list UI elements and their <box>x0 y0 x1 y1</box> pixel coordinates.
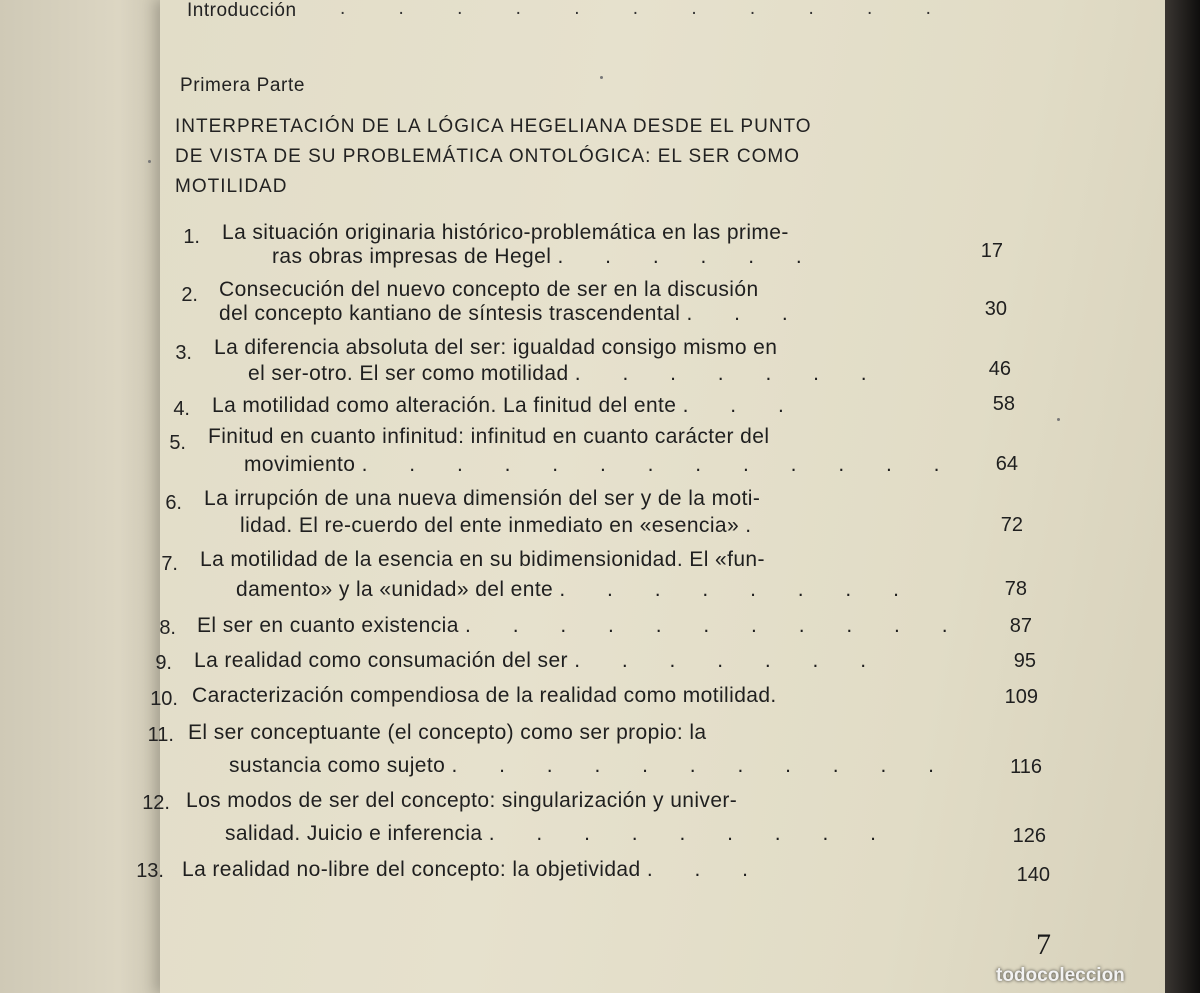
entry-title-line: Finitud en cuanto infinitud: infinitud en cuanto carácter del <box>208 425 770 448</box>
entry-title-line: La realidad como consumación del ser . . . . . . . <box>194 649 885 672</box>
watermark: todocoleccion <box>996 965 1125 986</box>
paper-speck <box>600 76 603 79</box>
part-heading <box>175 112 915 202</box>
entry-title-continuation: salidad. Juicio e inferencia . . . . . . . . . <box>225 822 894 845</box>
paper-speck <box>1057 418 1060 421</box>
dot-leader: . . . . . . . . . . . <box>451 754 952 777</box>
entry-title-continuation: sustancia como sujeto . . . . . . . . . . . <box>229 754 952 777</box>
entry-page: 58 <box>992 393 1015 415</box>
dot-leader: . . . . . . . . . <box>488 822 894 845</box>
entry-number: 13. <box>136 860 164 882</box>
entry-title-continuation: movimiento . . . . . . . . . . . . . <box>244 453 958 476</box>
entry-title-line: El ser en cuanto existencia . . . . . . . . . . . <box>197 614 966 637</box>
dot-leader: . . . <box>686 302 806 325</box>
heading-line: INTERPRETACIÓN DE LA LÓGICA HEGELIANA DESDE EL PUNTO <box>175 116 812 137</box>
entry-title-line: La diferencia absoluta del ser: igualdad consigo mismo en <box>214 336 778 359</box>
entry-number: 12. <box>142 792 170 814</box>
entry-title-line: La motilidad de la esencia en su bidimensionidad. El «fun- <box>200 548 765 571</box>
intro-title: Introducción <box>187 0 297 21</box>
entry-number: 7. <box>161 553 178 575</box>
dot-leader: . . . <box>646 858 766 881</box>
entry-page: 30 <box>984 298 1007 320</box>
entry-number: 1. <box>183 226 200 248</box>
entry-number: 9. <box>155 652 172 674</box>
entry-page: 109 <box>1004 686 1038 708</box>
entry-number: 11. <box>147 724 174 746</box>
dot-leader: . . . . . . . . . . . . . <box>361 453 958 476</box>
entry-title-continuation: lidad. El re-cuerdo del ente inmediato en «esencia» . <box>240 514 752 537</box>
entry-page: 64 <box>995 453 1018 475</box>
entry-title-continuation: ras obras impresas de Hegel . . . . . . <box>272 245 820 268</box>
part-label: Primera Parte <box>180 75 306 96</box>
entry-number: 6. <box>165 492 182 514</box>
heading-line: MOTILIDAD <box>175 176 288 197</box>
entry-title-line: Consecución del nuevo concepto de ser en la discusión <box>219 278 759 301</box>
entry-page: 78 <box>1004 578 1027 600</box>
entry-page: 140 <box>1016 864 1050 886</box>
entry-number: 3. <box>175 342 192 364</box>
dot-leader: . . . . . . . . . . . <box>465 614 966 637</box>
entry-number: 2. <box>181 284 198 306</box>
intro-leader: . . . . . . . . . . . <box>340 0 955 19</box>
entry-title-line: El ser conceptuante (el concepto) como ser propio: la <box>188 721 707 744</box>
entry-page: 46 <box>988 358 1011 380</box>
dot-leader: . . . . . . . . <box>559 578 917 601</box>
background-edge <box>1165 0 1200 993</box>
dot-leader: . . . . . . . <box>574 362 885 385</box>
entry-title-line: Caracterización compendiosa de la realidad como motilidad. <box>192 684 777 707</box>
entry-title-line: La irrupción de una nueva dimensión del ser y de la moti- <box>204 487 761 510</box>
entry-title-line: La realidad no-libre del concepto: la objetividad . . . <box>182 858 766 881</box>
entry-title-line: Los modos de ser del concepto: singularización y univer- <box>186 789 738 812</box>
dot-leader: . . . . . . . <box>574 649 885 672</box>
entry-number: 8. <box>159 617 176 639</box>
entry-number: 5. <box>169 432 186 454</box>
entry-title-line: La situación originaria histórico-problemática en las prime- <box>222 221 789 244</box>
dot-leader: . . . <box>682 394 802 417</box>
entry-page: 87 <box>1009 615 1032 637</box>
entry-title-line: La motilidad como alteración. La finitud del ente . . . <box>212 394 802 417</box>
entry-title-continuation: del concepto kantiano de síntesis trascendental . . . <box>219 302 806 325</box>
entry-page: 95 <box>1013 650 1036 672</box>
entry-title-continuation: damento» y la «unidad» del ente . . . . . . . . <box>236 578 917 601</box>
entry-number: 4. <box>173 398 190 420</box>
entry-title-continuation: el ser-otro. El ser como motilidad . . . . . . . <box>248 362 885 385</box>
entry-page: 126 <box>1012 825 1046 847</box>
heading-line: DE VISTA DE SU PROBLEMÁTICA ONTOLÓGICA: EL SER COMO <box>175 146 800 167</box>
entry-page: 17 <box>980 240 1003 262</box>
entry-number: 10. <box>150 688 178 710</box>
entry-page: 116 <box>1010 756 1042 778</box>
dot-leader: . . . . . . <box>557 245 820 268</box>
paper-speck <box>148 160 151 163</box>
page-number: 7 <box>1036 928 1051 961</box>
entry-page: 72 <box>1000 514 1023 536</box>
